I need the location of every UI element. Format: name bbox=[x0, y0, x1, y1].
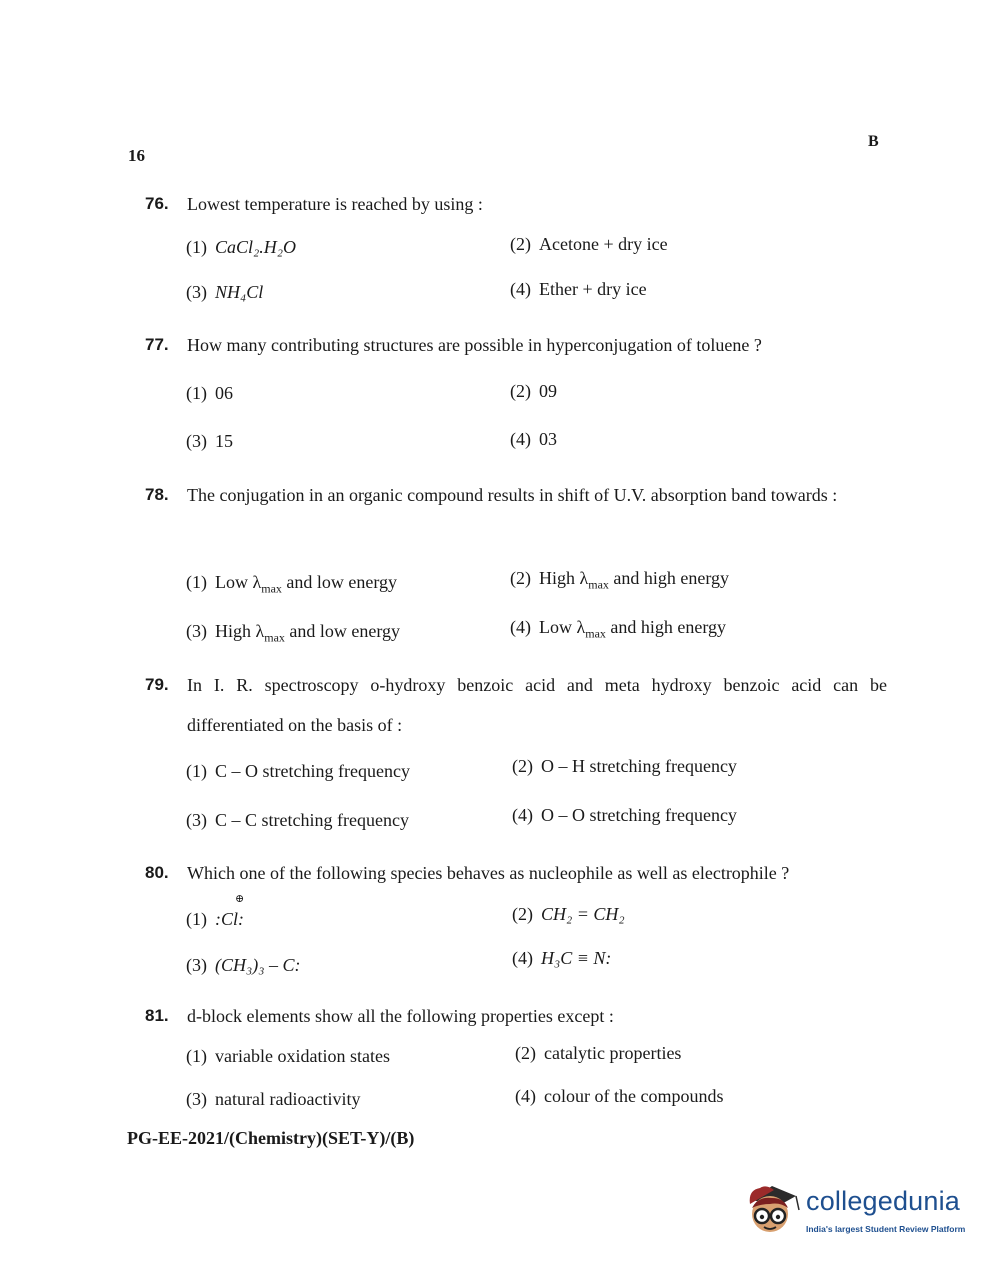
option-78-3: (3) High $\lambda_{max}$ and low energy bbox=[186, 621, 401, 645]
option-80-4: (4) H₃C ≡ N: bbox=[512, 948, 612, 968]
option-79-3: (3) C – C stretching frequency bbox=[186, 810, 409, 830]
option-79-2: (2) O – H stretching frequency bbox=[512, 756, 737, 776]
question-number: 78. bbox=[145, 485, 169, 504]
option-76-4: (4) Ether + dry ice bbox=[510, 279, 647, 299]
option-81-4: (4) colour of the compounds bbox=[515, 1086, 724, 1106]
question-text: How many contributing structures are possible in hyperconjugation of toluene ? bbox=[187, 335, 762, 355]
positive-charge-symbol: ⊕ bbox=[235, 893, 245, 905]
mascot-icon bbox=[744, 1180, 806, 1240]
option-80-3: (3) (CH₃)₃ – C: bbox=[186, 955, 301, 975]
option-79-4: (4) O – O stretching frequency bbox=[512, 805, 737, 825]
brand-name: collegedunia bbox=[806, 1186, 961, 1216]
option-79-1: (1) C – O stretching frequency bbox=[186, 761, 410, 781]
question-number: 79. bbox=[145, 675, 169, 694]
page-number: 16 bbox=[128, 146, 145, 165]
option-77-4: (4) 03 bbox=[510, 429, 557, 449]
option-78-4: (4) Low $\lambda_{max}$ and high energy bbox=[510, 617, 727, 641]
option-80-1: (1) :Cl: bbox=[186, 909, 244, 929]
option-76-3: (3) NH₄Cl bbox=[186, 282, 264, 302]
set-letter: B bbox=[868, 133, 879, 150]
question-number: 80. bbox=[145, 863, 169, 882]
option-80-2: (2) CH₂ = CH₂ bbox=[512, 904, 625, 924]
option-81-2: (2) catalytic properties bbox=[515, 1043, 682, 1063]
question-text: The conjugation in an organic compound results in shift of U.V. absorption band towards : bbox=[187, 485, 838, 505]
option-78-2: (2) High $\lambda_{max}$ and high energy bbox=[510, 568, 730, 592]
question-text: d-block elements show all the following properties except : bbox=[187, 1006, 614, 1026]
option-77-1: (1) 06 bbox=[186, 383, 233, 403]
option-78-1: (1) Low $\lambda_{max}$ and low energy bbox=[186, 572, 398, 596]
question-number: 76. bbox=[145, 194, 169, 213]
paper-code: PG-EE-2021/(Chemistry)(SET-Y)/(B) bbox=[127, 1128, 415, 1148]
question-text: In I. R. spectroscopy o-hydroxy benzoic acid and meta hydroxy benzoic acid can be differentiated on the basis of : bbox=[187, 675, 887, 735]
option-76-1: (1) CaCl₂.H₂O bbox=[186, 237, 297, 257]
question-text: Which one of the following species behaves as nucleophile as well as electrophile ? bbox=[187, 863, 790, 883]
option-81-1: (1) variable oxidation states bbox=[186, 1046, 390, 1066]
question-text: Lowest temperature is reached by using : bbox=[187, 194, 483, 214]
option-77-3: (3) 15 bbox=[186, 431, 233, 451]
brand-tagline: India's largest Student Review Platform bbox=[806, 1224, 966, 1234]
option-81-3: (3) natural radioactivity bbox=[186, 1089, 361, 1109]
collegedunia-logo bbox=[744, 1180, 974, 1240]
question-number: 77. bbox=[145, 335, 169, 354]
question-number: 81. bbox=[145, 1006, 169, 1025]
option-76-2: (2) Acetone + dry ice bbox=[510, 234, 668, 254]
option-77-2: (2) 09 bbox=[510, 381, 557, 401]
